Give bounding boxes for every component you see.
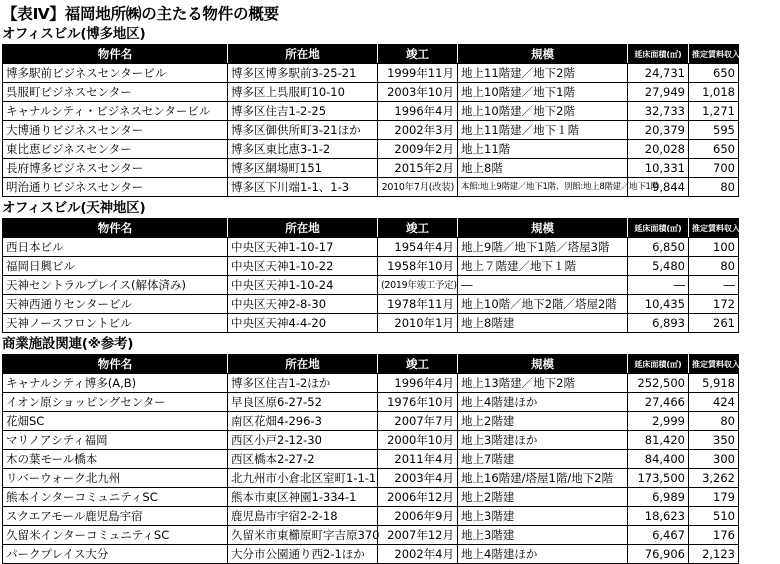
cell-address: 博多区博多駅前3-25-21 bbox=[228, 64, 378, 83]
cell-address: 中央区天神1-10-24 bbox=[228, 276, 378, 295]
header-name: 物件名 bbox=[3, 219, 228, 238]
cell-completed: 2003年4月 bbox=[378, 469, 458, 488]
cell-name: イオン原ショッピングセンター bbox=[3, 393, 228, 412]
table-row bbox=[3, 545, 739, 564]
cell-scale: 地上2階建 bbox=[458, 412, 628, 431]
table-row bbox=[3, 295, 739, 314]
cell-rent: 650 bbox=[689, 140, 739, 159]
cell-rent: 300 bbox=[689, 450, 739, 469]
header-scale: 規模 bbox=[458, 219, 628, 238]
header-completed: 竣工 bbox=[378, 219, 458, 238]
cell-scale: 地上9階／地下1階／塔屋3階 bbox=[458, 238, 628, 257]
cell-floor-area: 32,733 bbox=[628, 102, 689, 121]
cell-completed: 2007年7月 bbox=[378, 412, 458, 431]
cell-floor-area: 5,480 bbox=[628, 257, 689, 276]
section-commercial bbox=[0, 334, 780, 564]
cell-rent: 261 bbox=[689, 314, 739, 333]
cell-completed: 1996年4月 bbox=[378, 102, 458, 121]
section-title: オフィスビル(博多地区) bbox=[2, 26, 146, 42]
table-row bbox=[3, 469, 739, 488]
table-row bbox=[3, 102, 739, 121]
page-title: 【表Ⅳ】福岡地所㈱の主たる物件の概要 bbox=[2, 5, 279, 23]
cell-name: 天神西通りセンタービル bbox=[3, 295, 228, 314]
cell-name: キャナルシティ博多(A,B) bbox=[3, 374, 228, 393]
header-floor-area: 延床面積(㎡) bbox=[628, 219, 689, 238]
section-office-tenjin bbox=[0, 198, 780, 333]
cell-scale: 地上3階建 bbox=[458, 507, 628, 526]
cell-scale: 地上11階建／地下１階 bbox=[458, 121, 628, 140]
header-scale: 規模 bbox=[458, 355, 628, 374]
cell-completed: 2011年4月 bbox=[378, 450, 458, 469]
cell-floor-area: 173,500 bbox=[628, 469, 689, 488]
cell-name: 博多駅前ビジネスセンタービル bbox=[3, 64, 228, 83]
cell-scale: 地上16階建/塔屋1階/地下2階 bbox=[458, 469, 628, 488]
table-row bbox=[3, 178, 739, 197]
cell-rent: 100 bbox=[689, 238, 739, 257]
table-row bbox=[3, 450, 739, 469]
table-row bbox=[3, 276, 739, 295]
cell-rent: 510 bbox=[689, 507, 739, 526]
cell-address: 西区小戸2-12-30 bbox=[228, 431, 378, 450]
cell-address: 大分市公園通り西2-1ほか bbox=[228, 545, 378, 564]
header-completed: 竣工 bbox=[378, 355, 458, 374]
cell-scale: 地上3階建ほか bbox=[458, 431, 628, 450]
cell-floor-area: 81,420 bbox=[628, 431, 689, 450]
cell-scale: 本館:地上9階建／地下1階、別館:地上8階建／地下1階 bbox=[458, 178, 628, 197]
cell-address: 中央区天神1-10-17 bbox=[228, 238, 378, 257]
cell-rent: 650 bbox=[689, 64, 739, 83]
cell-floor-area: 6,893 bbox=[628, 314, 689, 333]
table-row bbox=[3, 314, 739, 333]
cell-name: 西日本ビル bbox=[3, 238, 228, 257]
cell-name: マリノアシティ福岡 bbox=[3, 431, 228, 450]
cell-scale: 地上13階建／地下2階 bbox=[458, 374, 628, 393]
table-row bbox=[3, 526, 739, 545]
cell-address: 博多区御供所町3-21ほか bbox=[228, 121, 378, 140]
cell-address: 鹿児島市宇宿2-2-18 bbox=[228, 507, 378, 526]
cell-address: 博多区上呉服町10-10 bbox=[228, 83, 378, 102]
cell-rent: 1,271 bbox=[689, 102, 739, 121]
table-row bbox=[3, 412, 739, 431]
property-table bbox=[2, 218, 780, 333]
cell-completed: 1996年4月 bbox=[378, 374, 458, 393]
cell-floor-area: 76,906 bbox=[628, 545, 689, 564]
cell-floor-area: 9,844 bbox=[628, 178, 689, 197]
cell-address: 中央区天神1-10-22 bbox=[228, 257, 378, 276]
cell-address: 中央区天神2-8-30 bbox=[228, 295, 378, 314]
cell-completed: 1999年11月 bbox=[378, 64, 458, 83]
cell-scale: 地上11階建／地下2階 bbox=[458, 64, 628, 83]
cell-completed: 2010年7月(改装) bbox=[378, 178, 458, 197]
cell-scale: 地上4階建ほか bbox=[458, 393, 628, 412]
cell-floor-area: 27,466 bbox=[628, 393, 689, 412]
cell-address: 北九州市小倉北区室町1-1-1 bbox=[228, 469, 378, 488]
cell-completed: 2002年3月 bbox=[378, 121, 458, 140]
cell-rent: 2,123 bbox=[689, 545, 739, 564]
cell-rent: 350 bbox=[689, 431, 739, 450]
cell-floor-area: 24,731 bbox=[628, 64, 689, 83]
cell-rent: 595 bbox=[689, 121, 739, 140]
table-row bbox=[3, 488, 739, 507]
cell-name: 天神セントラルプレイス(解体済み) bbox=[3, 276, 228, 295]
cell-floor-area: 84,400 bbox=[628, 450, 689, 469]
header-scale: 規模 bbox=[458, 45, 628, 64]
table-row bbox=[3, 431, 739, 450]
cell-name: 天神ノースフロントビル bbox=[3, 314, 228, 333]
cell-floor-area: 20,028 bbox=[628, 140, 689, 159]
header-completed: 竣工 bbox=[378, 45, 458, 64]
header-floor-area: 延床面積(㎡) bbox=[628, 355, 689, 374]
cell-completed: 2002年4月 bbox=[378, 545, 458, 564]
cell-rent: 80 bbox=[689, 257, 739, 276]
cell-address: 早良区原6-27-52 bbox=[228, 393, 378, 412]
cell-floor-area: 6,989 bbox=[628, 488, 689, 507]
cell-address: 西区橋本2-27-2 bbox=[228, 450, 378, 469]
cell-name: 明治通りビジネスセンター bbox=[3, 178, 228, 197]
header-address: 所在地 bbox=[228, 355, 378, 374]
property-table bbox=[2, 44, 780, 197]
cell-scale: ― bbox=[458, 276, 628, 295]
cell-floor-area: 18,623 bbox=[628, 507, 689, 526]
cell-floor-area: 2,999 bbox=[628, 412, 689, 431]
section-office-hakata bbox=[0, 24, 780, 197]
cell-completed: 1976年10月 bbox=[378, 393, 458, 412]
cell-scale: 地上10階／地下2階／塔屋2階 bbox=[458, 295, 628, 314]
cell-name: 大博通りビジネスセンター bbox=[3, 121, 228, 140]
cell-completed: 2006年12月 bbox=[378, 488, 458, 507]
cell-rent: 1,018 bbox=[689, 83, 739, 102]
cell-name: 木の葉モール橋本 bbox=[3, 450, 228, 469]
cell-name: 福岡日興ビル bbox=[3, 257, 228, 276]
cell-name: キャナルシティ・ビジネスセンタービル bbox=[3, 102, 228, 121]
cell-scale: 地上3階建 bbox=[458, 526, 628, 545]
header-row bbox=[3, 355, 739, 374]
header-address: 所在地 bbox=[228, 45, 378, 64]
cell-completed: 2007年12月 bbox=[378, 526, 458, 545]
table-row bbox=[3, 374, 739, 393]
table-row bbox=[3, 64, 739, 83]
header-floor-area: 延床面積(㎡) bbox=[628, 45, 689, 64]
property-table bbox=[2, 354, 780, 564]
cell-scale: 地上8階 bbox=[458, 159, 628, 178]
table-row bbox=[3, 393, 739, 412]
cell-scale: 地上10階建／地下1階 bbox=[458, 83, 628, 102]
cell-address: 熊本市東区神園1-334-1 bbox=[228, 488, 378, 507]
table-row bbox=[3, 257, 739, 276]
header-rent: 推定賃料収入（百万円） bbox=[689, 219, 739, 238]
cell-completed: 2000年10月 bbox=[378, 431, 458, 450]
cell-rent: 5,918 bbox=[689, 374, 739, 393]
table-row bbox=[3, 159, 739, 178]
cell-scale: 地上10階建／地下2階 bbox=[458, 102, 628, 121]
cell-completed: 1954年4月 bbox=[378, 238, 458, 257]
cell-rent: 80 bbox=[689, 178, 739, 197]
cell-rent: 176 bbox=[689, 526, 739, 545]
cell-rent: 172 bbox=[689, 295, 739, 314]
cell-address: 南区花畑4-296-3 bbox=[228, 412, 378, 431]
cell-name: 呉服町ビジネスセンター bbox=[3, 83, 228, 102]
cell-name: 東比恵ビジネスセンター bbox=[3, 140, 228, 159]
cell-floor-area: ― bbox=[628, 276, 689, 295]
cell-scale: 地上2階建 bbox=[458, 488, 628, 507]
header-row bbox=[3, 219, 739, 238]
cell-completed: 2003年10月 bbox=[378, 83, 458, 102]
cell-floor-area: 10,435 bbox=[628, 295, 689, 314]
cell-floor-area: 27,949 bbox=[628, 83, 689, 102]
cell-scale: 地上8階建 bbox=[458, 314, 628, 333]
cell-name: 花畑SC bbox=[3, 412, 228, 431]
cell-rent: 3,262 bbox=[689, 469, 739, 488]
cell-name: 久留米インターコミュニティSC bbox=[3, 526, 228, 545]
cell-scale: 地上11階 bbox=[458, 140, 628, 159]
cell-completed: 2015年2月 bbox=[378, 159, 458, 178]
cell-scale: 地上7階建 bbox=[458, 450, 628, 469]
cell-name: スクエアモール鹿児島宇宿 bbox=[3, 507, 228, 526]
cell-name: パークプレイス大分 bbox=[3, 545, 228, 564]
cell-address: 博多区下川端1-1、1-3 bbox=[228, 178, 378, 197]
table-row bbox=[3, 83, 739, 102]
cell-address: 博多区住吉1-2ほか bbox=[228, 374, 378, 393]
cell-floor-area: 20,379 bbox=[628, 121, 689, 140]
cell-name: リバーウォーク北九州 bbox=[3, 469, 228, 488]
cell-completed: 2009年2月 bbox=[378, 140, 458, 159]
cell-rent: 700 bbox=[689, 159, 739, 178]
section-title: 商業施設関連(※参考) bbox=[2, 336, 134, 352]
table-row bbox=[3, 140, 739, 159]
cell-completed: 1958年10月 bbox=[378, 257, 458, 276]
cell-rent: 424 bbox=[689, 393, 739, 412]
cell-completed: 2006年9月 bbox=[378, 507, 458, 526]
cell-scale: 地上７階建／地下１階 bbox=[458, 257, 628, 276]
header-address: 所在地 bbox=[228, 219, 378, 238]
cell-completed: (2019年竣工予定) bbox=[378, 276, 458, 295]
cell-name: 長府博多ビジネスセンター bbox=[3, 159, 228, 178]
cell-address: 中央区天神4-4-20 bbox=[228, 314, 378, 333]
cell-floor-area: 252,500 bbox=[628, 374, 689, 393]
header-rent: 推定賃料収入（百万円） bbox=[689, 45, 739, 64]
cell-completed: 2010年1月 bbox=[378, 314, 458, 333]
header-rent: 推定賃料収入（百万円） bbox=[689, 355, 739, 374]
cell-address: 博多区東比恵3-1-2 bbox=[228, 140, 378, 159]
cell-floor-area: 10,331 bbox=[628, 159, 689, 178]
cell-rent: ― bbox=[689, 276, 739, 295]
header-name: 物件名 bbox=[3, 45, 228, 64]
table-row bbox=[3, 121, 739, 140]
header-row bbox=[3, 45, 739, 64]
table-row bbox=[3, 507, 739, 526]
cell-name: 熊本インターコミュニティSC bbox=[3, 488, 228, 507]
cell-scale: 地上4階建ほか bbox=[458, 545, 628, 564]
cell-floor-area: 6,467 bbox=[628, 526, 689, 545]
cell-address: 博多区住吉1-2-25 bbox=[228, 102, 378, 121]
section-title: オフィスビル(天神地区) bbox=[2, 200, 146, 216]
cell-address: 博多区網場町151 bbox=[228, 159, 378, 178]
table-row bbox=[3, 238, 739, 257]
cell-floor-area: 6,850 bbox=[628, 238, 689, 257]
cell-completed: 1978年11月 bbox=[378, 295, 458, 314]
cell-rent: 179 bbox=[689, 488, 739, 507]
header-name: 物件名 bbox=[3, 355, 228, 374]
cell-rent: 80 bbox=[689, 412, 739, 431]
cell-address: 久留米市東櫛原町字吉原370 bbox=[228, 526, 378, 545]
